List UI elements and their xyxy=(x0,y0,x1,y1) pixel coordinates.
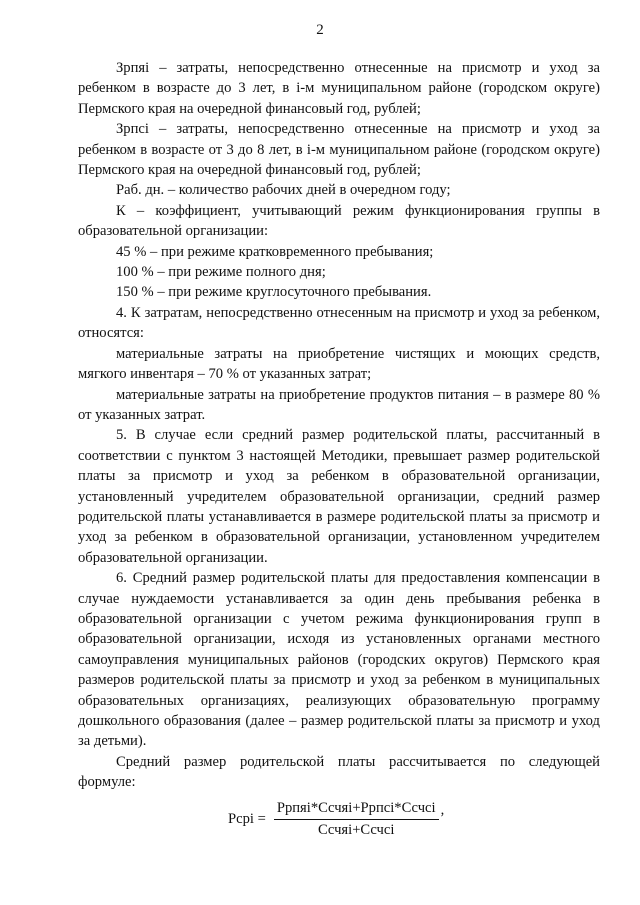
formula xyxy=(228,800,444,839)
paragraph-coef-150: 150 % – при режиме круглосуточного пребывания. xyxy=(116,284,432,301)
formula-denominator: Ссчяi+Ссчсi xyxy=(318,822,395,838)
paragraph-item-6: 6. Средний размер родительской платы для предоставления компенсации в случае нуждаемости устанавливается за один день пребывания ребенка в образовательной организации с учетом режима функционирования групп в образовательной организации, исходя из установленных органами местного самоуправления муниципальных районов (городских округов) Пермского края размеров родительской платы за присмотр и уход за ребенком в муниципальных образовательных организациях, реализующих образовательную программу дошкольного образования (далее – размер родительской платы за присмотр и уход за детьми). xyxy=(78,570,600,750)
paragraph-food-costs: материальные затраты на приобретение продуктов питания – в размере 80 % от указанных затрат. xyxy=(78,386,600,423)
formula-fraction xyxy=(274,800,439,839)
paragraph-work-days: Раб. дн. – количество рабочих дней в очередном году; xyxy=(116,182,451,199)
paragraph-coefficient: К – коэффициент, учитывающий режим функционирования группы в образовательной организации: xyxy=(78,202,600,240)
formula-trailing-comma: , xyxy=(440,802,445,818)
paragraph-coef-100: 100 % – при режиме полного дня; xyxy=(116,264,326,281)
paragraph-item-5: 5. В случае если средний размер родительской платы, рассчитанный в соответствии с пунктом 3 настоящей Методики, превышает размер родительской платы за присмотр и уход за ребенком в образовательной организации, установленный учредителем образовательной организации, средний размер родительской платы устанавливается в размере родительской платы за присмотр и уход за ребенком в образовательной организации, установленном учредителем образовательной организации. xyxy=(78,427,600,566)
paragraph-cleaning-costs: материальные затраты на приобретение чистящих и моющих средств, мягкого инвентаря – 70 % от указанных затрат; xyxy=(78,345,600,383)
formula-numerator: Ррпяi*Ссчяi+Ррпсi*Ссчсi xyxy=(274,800,439,820)
paragraph-zrpsi: Зрпсi – затраты, непосредственно отнесенные на присмотр и уход за ребенком в возрасте от 3 до 8 лет, в i-м муниципальном районе (городском округе) Пермского края на очередной финансовый год, рублей; xyxy=(78,121,600,179)
paragraph-item-4: 4. К затратам, непосредственно отнесенным на присмотр и уход за ребенком, относятся: xyxy=(78,304,600,342)
page-number: 2 xyxy=(316,22,324,38)
formula-lhs: Рсрi = xyxy=(228,811,266,827)
document-body xyxy=(78,58,600,793)
paragraph-coef-45: 45 % – при режиме кратковременного пребывания; xyxy=(116,243,434,260)
paragraph-zrpya: Зрпяi – затраты, непосредственно отнесенные на присмотр и уход за ребенком в возрасте до 3 лет, в i-м муниципальном районе (городском округе) Пермского края на очередной финансовый год, рублей; xyxy=(78,60,600,117)
paragraph-formula-intro: Средний размер родительской платы рассчитывается по следующей формуле: xyxy=(78,753,600,791)
